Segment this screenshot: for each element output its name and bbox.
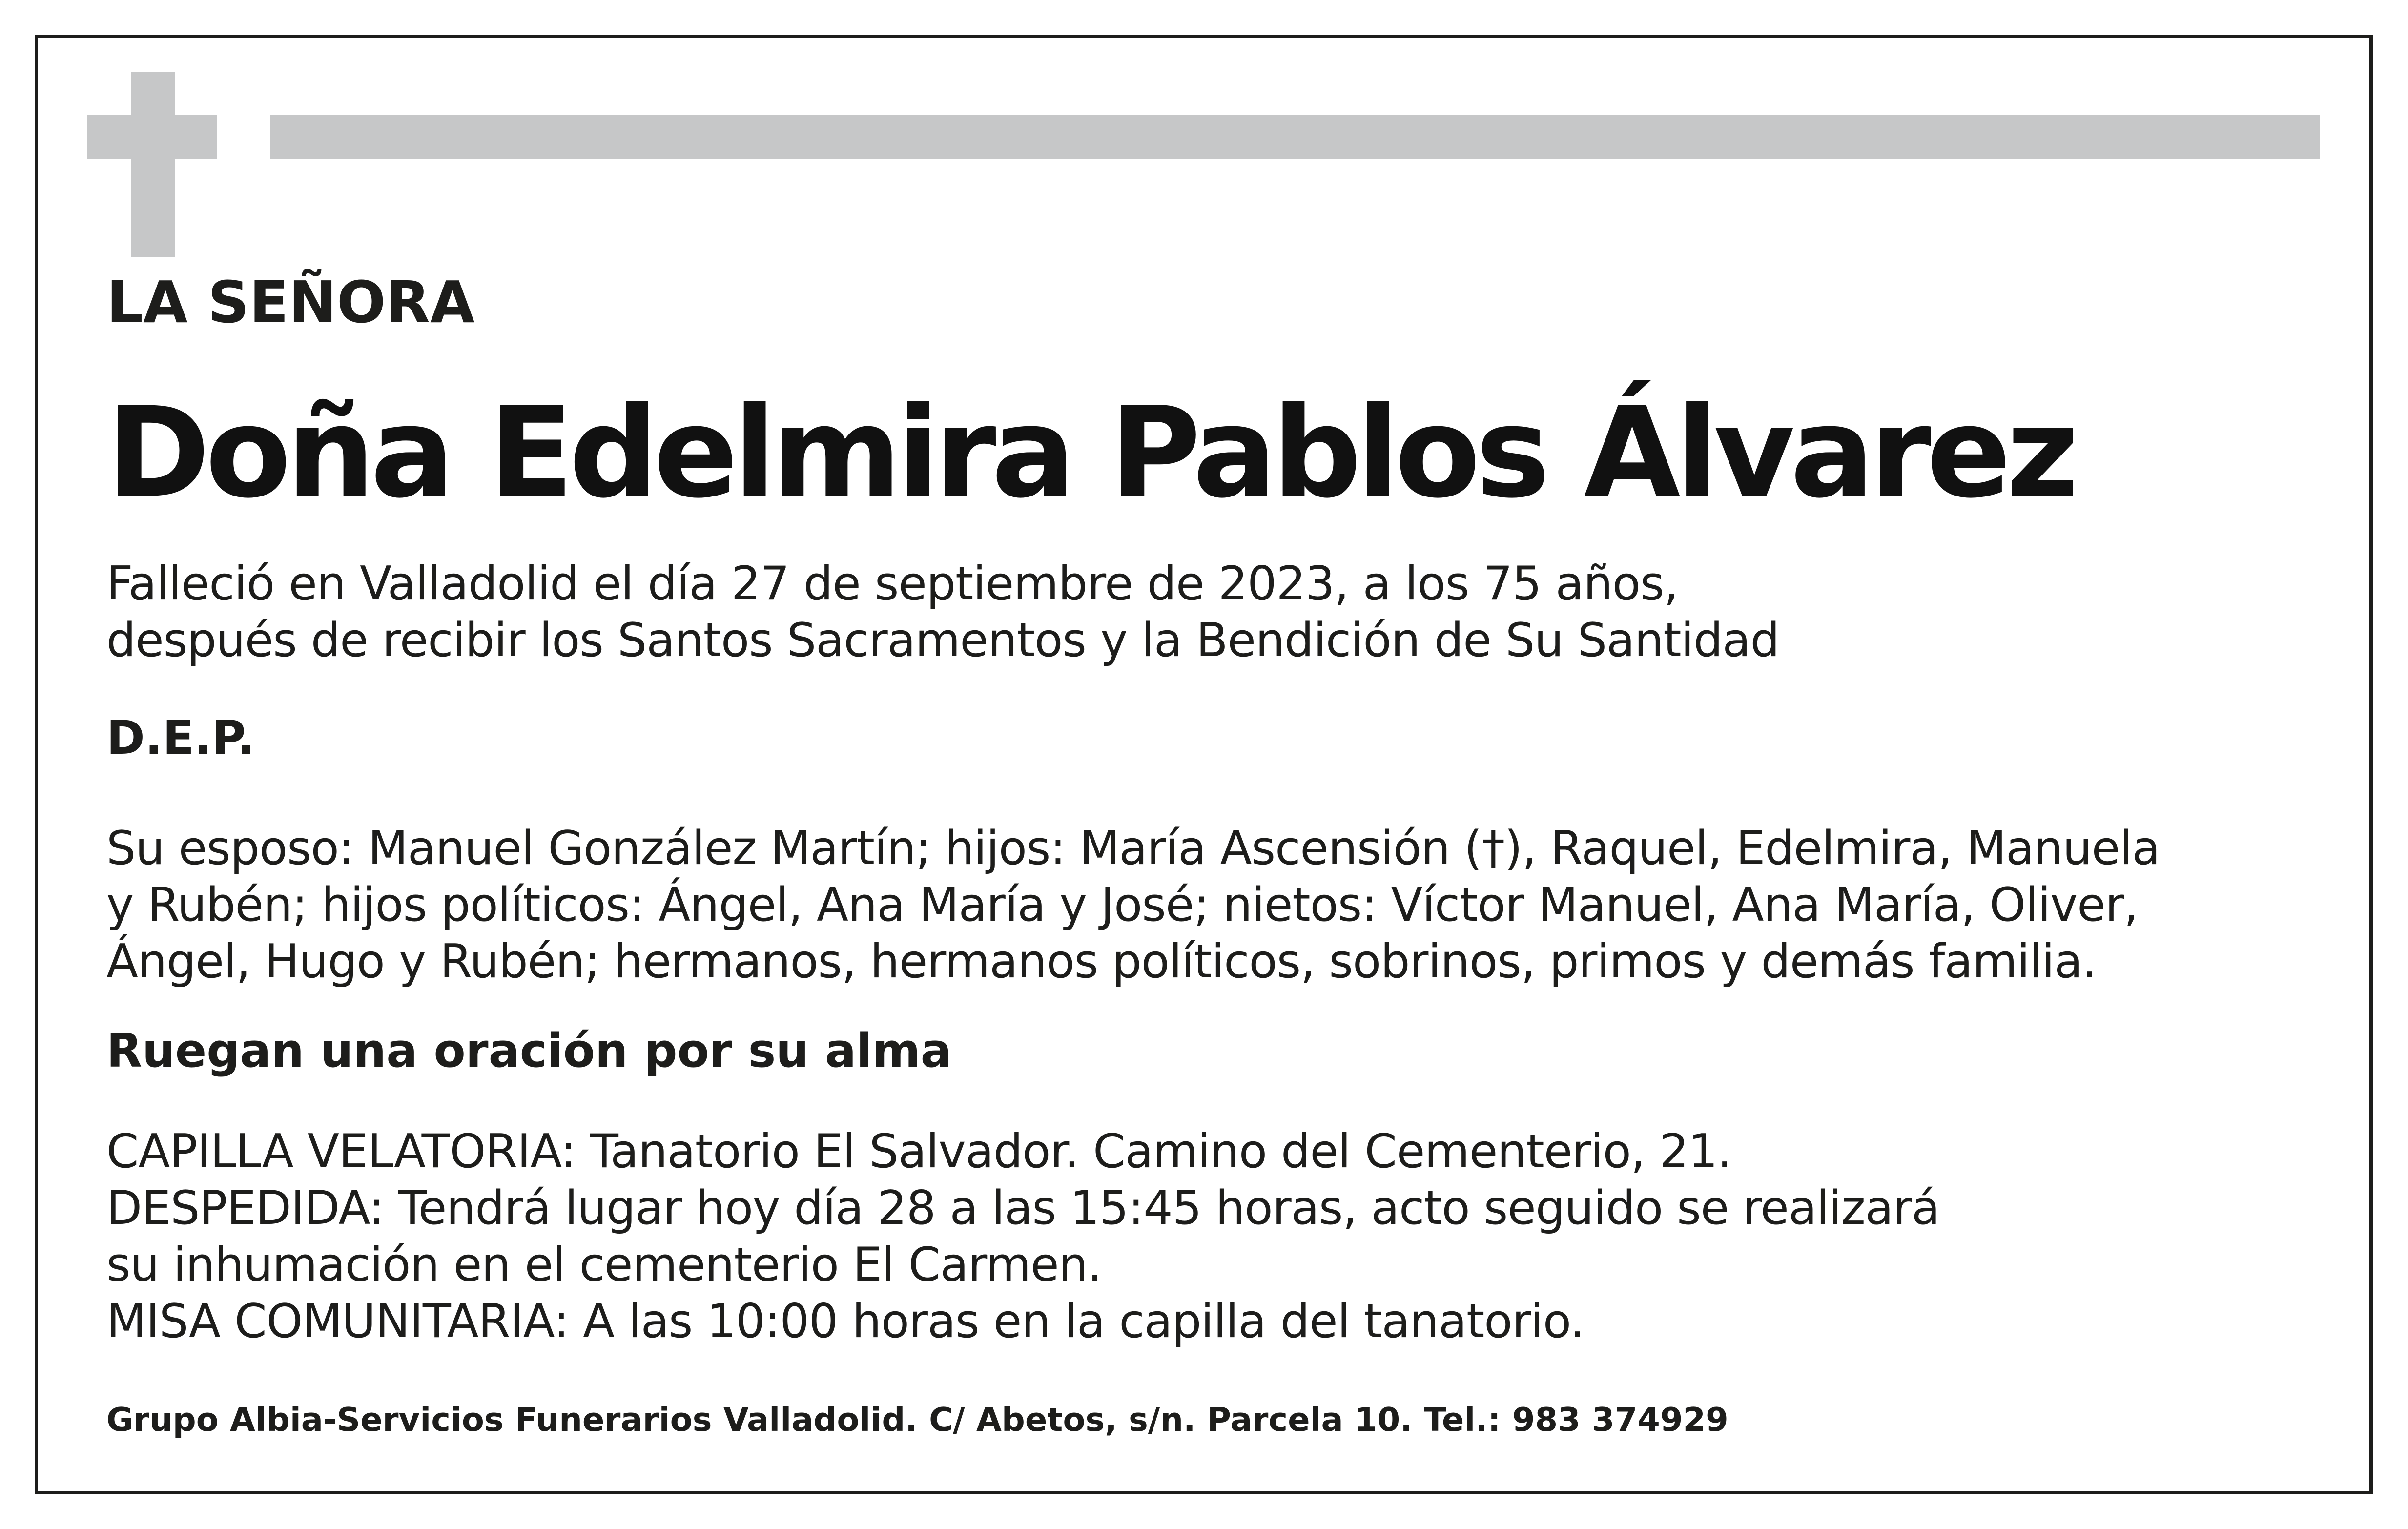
death-line: después de recibir los Santos Sacramentos y la Bendición de Su Santidad bbox=[106, 614, 1779, 667]
service-line: CAPILLA VELATORIA: Tanatorio El Salvador. Camino del Cementerio, 21. bbox=[106, 1125, 1732, 1178]
family-line: y Rubén; hijos políticos: Ángel, Ana María y José; nietos: Víctor Manuel, Ana María, Oliver, bbox=[106, 878, 2138, 932]
service-line: su inhumación en el cementerio El Carmen. bbox=[106, 1238, 1102, 1292]
family-line: Su esposo: Manuel González Martín; hijos: María Ascensión (†), Raquel, Edelmira, Manuela bbox=[106, 822, 2160, 875]
notice-body bbox=[106, 269, 2332, 1439]
cross-vertical-bar bbox=[131, 72, 175, 257]
death-details bbox=[106, 556, 2332, 669]
rest-in-peace: D.E.P. bbox=[106, 711, 255, 765]
service-line: MISA COMUNITARIA: A las 10:00 horas en la capilla del tanatorio. bbox=[106, 1295, 1585, 1348]
honorific: LA SEÑORA bbox=[106, 269, 475, 336]
prayer-request: Ruegan una oración por su alma bbox=[106, 1024, 952, 1078]
header-rule bbox=[270, 115, 2320, 159]
family-list bbox=[106, 820, 2332, 990]
service-details bbox=[106, 1123, 2332, 1350]
deceased-name: Doña Edelmira Pablos Álvarez bbox=[106, 380, 2074, 526]
cross-horizontal-bar bbox=[87, 115, 217, 159]
service-line: DESPEDIDA: Tendrá lugar hoy día 28 a las 15:45 horas, acto seguido se realizará bbox=[106, 1181, 1940, 1235]
funeral-home-footer: Grupo Albia-Servicios Funerarios Valladolid. C/ Abetos, s/n. Parcela 10. Tel.: 983 374929 bbox=[106, 1401, 1729, 1439]
death-line: Falleció en Valladolid el día 27 de septiembre de 2023, a los 75 años, bbox=[106, 557, 1678, 611]
family-line: Ángel, Hugo y Rubén; hermanos, hermanos políticos, sobrinos, primos y demás familia. bbox=[106, 935, 2097, 989]
